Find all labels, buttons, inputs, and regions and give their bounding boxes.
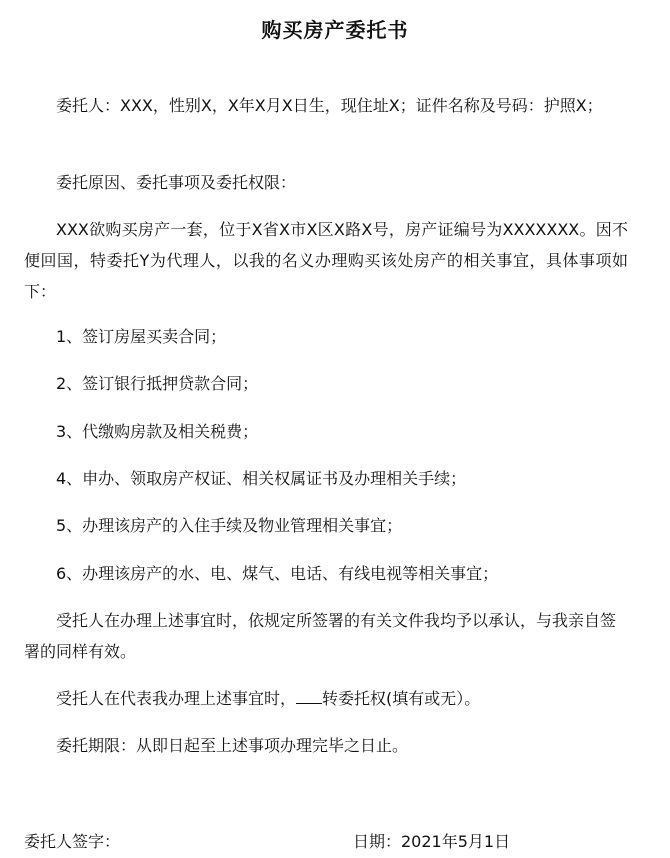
subdelegation-paragraph [24, 683, 628, 714]
blank-fill-line[interactable] [296, 689, 322, 704]
signature-label: 委托人签字： [24, 832, 121, 851]
date-label: 日期：2021年5月1日 [353, 832, 511, 851]
principal-paragraph: 委托人：XXX，性别X，X年X月X日生，现住址X；证件名称及号码：护照X； [56, 96, 603, 115]
list-item: 5、办理该房产的入住手续及物业管理相关事宜； [56, 516, 403, 535]
document-title: 购买房产委托书 [261, 18, 409, 42]
subdelegation-text-after: 转委托权(填有或无）。 [322, 689, 481, 708]
subdelegation-text-before: 受托人在代表我办理上述事宜时， [56, 689, 297, 708]
reason-heading: 委托原因、委托事项及委托权限： [56, 173, 297, 192]
list-item: 1、签订房屋买卖合同； [56, 327, 227, 346]
list-item: 4、申办、领取房产权证、相关权属证书及办理相关手续； [56, 469, 467, 488]
term-paragraph: 委托期限：从即日起至上述事项办理完毕之日止。 [56, 736, 409, 755]
list-item: 6、办理该房产的水、电、煤气、电话、有线电视等相关事宜； [56, 564, 499, 583]
reason-paragraph: XXX欲购买房产一套，位于X省X市X区X路X号，房产证编号为XXXXXXX。因不便回国，特委托Y为代理人，以我的名义办理购买该处房产的相关事宜，具体事项如下： [24, 220, 628, 301]
list-item: 3、代缴购房款及相关税费； [56, 422, 259, 441]
list-item: 2、签订银行抵押贷款合同； [56, 374, 259, 393]
acknowledgement-paragraph: 受托人在办理上述事宜时，依规定所签署的有关文件我均予以承认，与我亲自签署的同样有效。 [24, 611, 617, 661]
